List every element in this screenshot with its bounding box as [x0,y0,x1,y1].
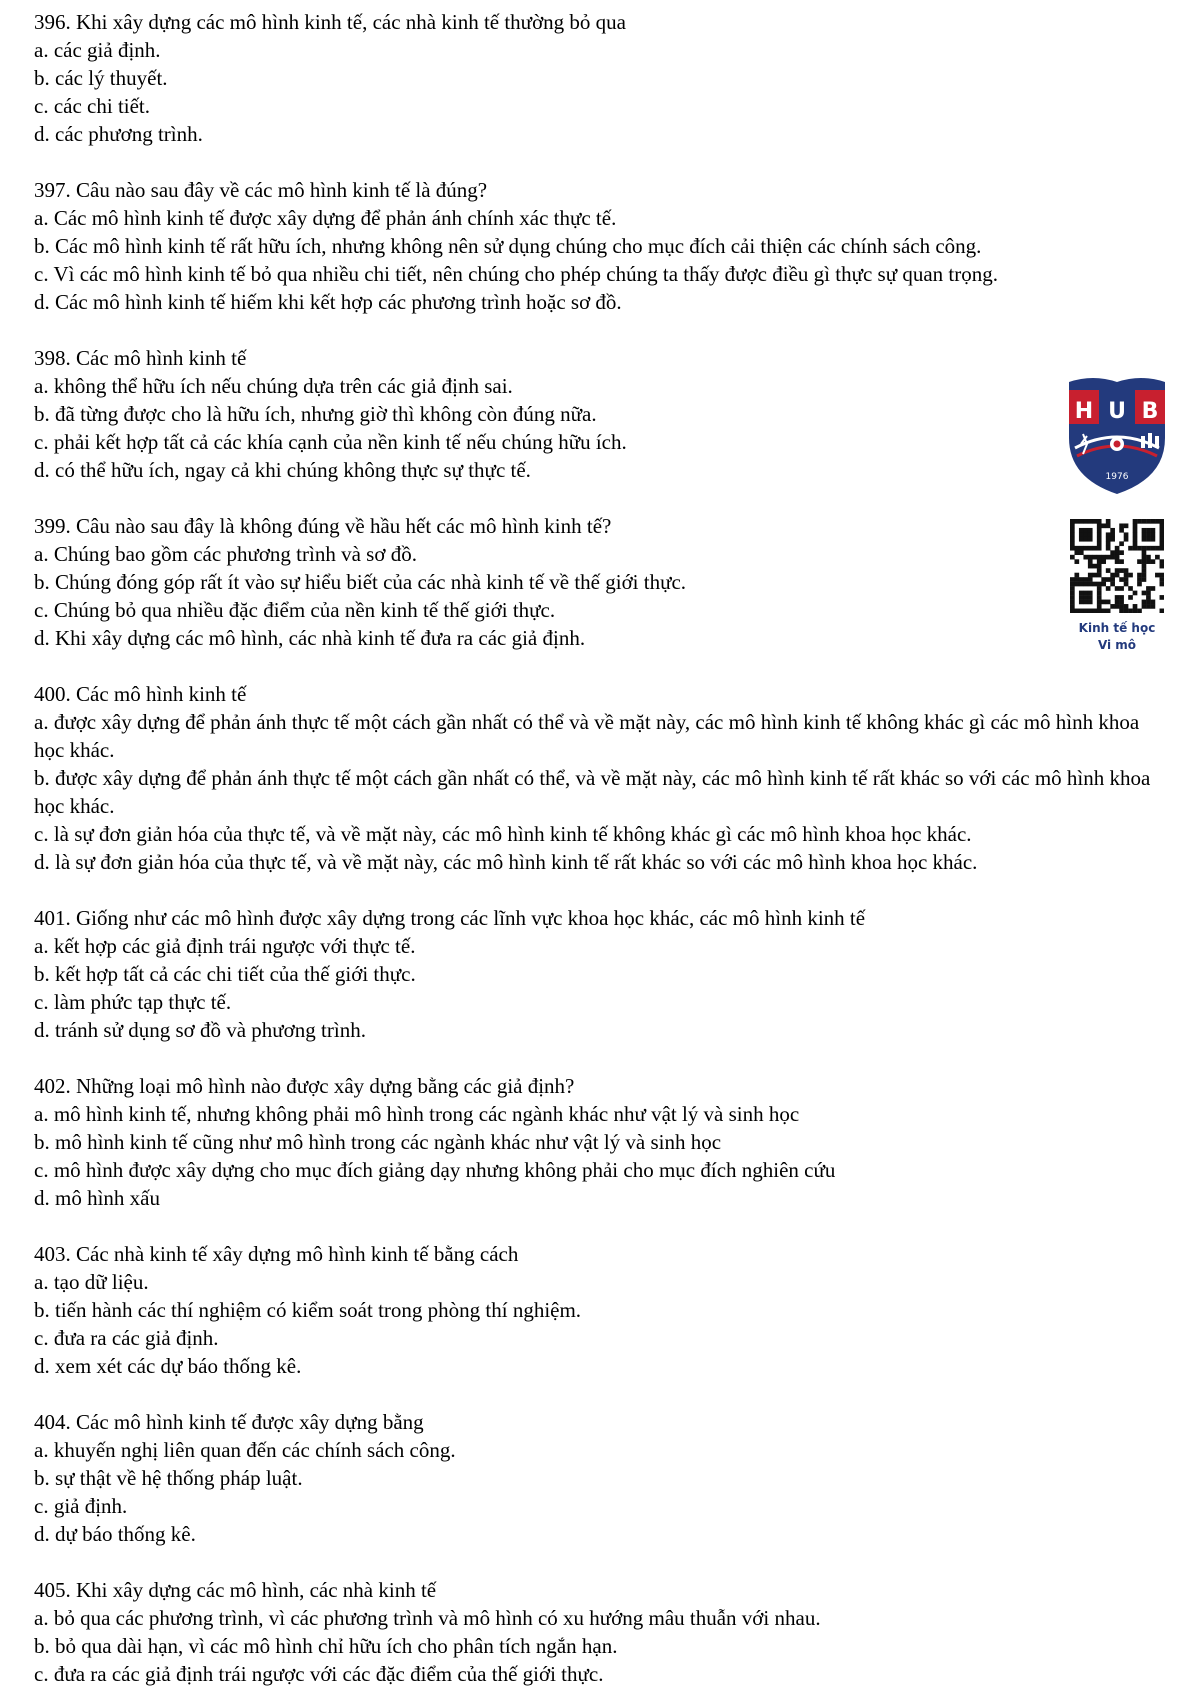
answer-option: a. không thể hữu ích nếu chúng dựa trên các giả định sai. [34,374,513,398]
answer-option: c. Chúng bỏ qua nhiều đặc điểm của nền kinh tế thế giới thực. [34,598,556,622]
caption-line-2: Vi mô [1097,638,1137,652]
document-body [34,8,1169,1688]
question-block [34,344,1169,484]
question-block [34,1072,1169,1212]
answer-option: b. sự thật về hệ thống pháp luật. [34,1466,303,1490]
hub-logo-block [1062,376,1172,656]
question-text: 405. Khi xây dựng các mô hình, các nhà kinh tế [34,1578,437,1602]
answer-option: d. là sự đơn giản hóa của thực tế, và về mặt này, các mô hình kinh tế rất khác so với các mô hình khoa học khác. [34,850,978,874]
logo-letter-u: U [1108,399,1126,424]
answer-option: b. kết hợp tất cả các chi tiết của thế giới thực. [34,962,416,986]
question-block [34,904,1169,1044]
question-block [34,8,1169,148]
answer-option: b. các lý thuyết. [34,66,168,90]
answer-option: a. Chúng bao gồm các phương trình và sơ đồ. [34,542,417,566]
answer-option: c. Vì các mô hình kinh tế bỏ qua nhiều chi tiết, nên chúng cho phép chúng ta thấy được điều gì thực sự quan trọng. [34,262,998,286]
answer-option: c. mô hình được xây dựng cho mục đích giảng dạy nhưng không phải cho mục đích nghiên cứu [34,1158,836,1182]
logo-caption [1062,620,1172,654]
question-text: 400. Các mô hình kinh tế [34,682,247,706]
answer-option: d. Khi xây dựng các mô hình, các nhà kinh tế đưa ra các giả định. [34,626,586,650]
answer-option: c. là sự đơn giản hóa của thực tế, và về mặt này, các mô hình kinh tế không khác gì các mô hình khoa học khác. [34,822,972,846]
answer-option: d. Các mô hình kinh tế hiếm khi kết hợp các phương trình hoặc sơ đồ. [34,290,622,314]
answer-option: a. tạo dữ liệu. [34,1270,149,1294]
question-block [34,512,1169,652]
answer-option: c. phải kết hợp tất cả các khía cạnh của nền kinh tế nếu chúng hữu ích. [34,430,627,454]
answer-option: d. có thể hữu ích, ngay cả khi chúng không thực sự thực tế. [34,458,531,482]
answer-option: b. tiến hành các thí nghiệm có kiểm soát trong phòng thí nghiệm. [34,1298,582,1322]
question-text: 402. Những loại mô hình nào được xây dựng bằng các giả định? [34,1074,575,1098]
answer-option: c. các chi tiết. [34,94,151,118]
question-block [34,680,1169,876]
answer-option: a. khuyến nghị liên quan đến các chính sách công. [34,1438,456,1462]
answer-option: a. các giả định. [34,38,161,62]
answer-option: a. được xây dựng để phản ánh thực tế một cách gần nhất có thể và về mặt này, các mô hình kinh tế không khác gì các mô hình khoa học khác. [34,710,1140,762]
answer-option: b. Chúng đóng góp rất ít vào sự hiểu biết của các nhà kinh tế về thế giới thực. [34,570,687,594]
question-block [34,1576,1169,1688]
question-text: 404. Các mô hình kinh tế được xây dựng bằng [34,1410,424,1434]
question-text: 401. Giống như các mô hình được xây dựng trong các lĩnh vực khoa học khác, các mô hình kinh tế [34,906,866,930]
answer-option: c. làm phức tạp thực tế. [34,990,232,1014]
qr-code [1070,519,1164,613]
answer-option: b. mô hình kinh tế cũng như mô hình trong các ngành khác như vật lý và sinh học [34,1130,722,1154]
answer-option: b. Các mô hình kinh tế rất hữu ích, nhưng không nên sử dụng chúng cho mục đích cải thiện các chính sách công. [34,234,982,258]
question-block [34,1408,1169,1548]
answer-option: c. đưa ra các giả định. [34,1326,219,1350]
answer-option: a. bỏ qua các phương trình, vì các phương trình và mô hình có xu hướng mâu thuẫn với nhau. [34,1606,821,1630]
answer-option: d. các phương trình. [34,122,203,146]
caption-line-1: Kinh tế học [1078,621,1156,635]
answer-option: a. kết hợp các giả định trái ngược với thực tế. [34,934,416,958]
logo-letter-b: B [1141,399,1159,424]
question-text: 396. Khi xây dựng các mô hình kinh tế, các nhà kinh tế thường bỏ qua [34,10,626,34]
question-text: 399. Câu nào sau đây là không đúng về hầu hết các mô hình kinh tế? [34,514,612,538]
question-block [34,1240,1169,1380]
answer-option: d. tránh sử dụng sơ đồ và phương trình. [34,1018,366,1042]
answer-option: c. giả định. [34,1494,128,1518]
answer-option: d. dự báo thống kê. [34,1522,196,1546]
question-text: 403. Các nhà kinh tế xây dựng mô hình kinh tế bằng cách [34,1242,519,1266]
answer-option: d. xem xét các dự báo thống kê. [34,1354,302,1378]
answer-option: b. đã từng được cho là hữu ích, nhưng giờ thì không còn đúng nữa. [34,402,597,426]
answer-option: d. mô hình xấu [34,1186,160,1210]
answer-option: b. được xây dựng để phản ánh thực tế một cách gần nhất có thể, và về mặt này, các mô hình kinh tế rất khác so với các mô hình khoa học khác. [34,766,1151,818]
hub-shield-logo [1065,376,1169,496]
answer-option: b. bỏ qua dài hạn, vì các mô hình chỉ hữu ích cho phân tích ngắn hạn. [34,1634,618,1658]
question-block [34,176,1169,316]
logo-year: 1976 [1105,472,1129,482]
answer-option: a. mô hình kinh tế, nhưng không phải mô hình trong các ngành khác như vật lý và sinh học [34,1102,800,1126]
answer-option: a. Các mô hình kinh tế được xây dựng để phản ánh chính xác thực tế. [34,206,617,230]
question-text: 398. Các mô hình kinh tế [34,346,247,370]
question-text: 397. Câu nào sau đây về các mô hình kinh tế là đúng? [34,178,488,202]
answer-option: c. đưa ra các giả định trái ngược với các đặc điểm của thế giới thực. [34,1662,604,1686]
logo-letter-h: H [1074,399,1094,424]
